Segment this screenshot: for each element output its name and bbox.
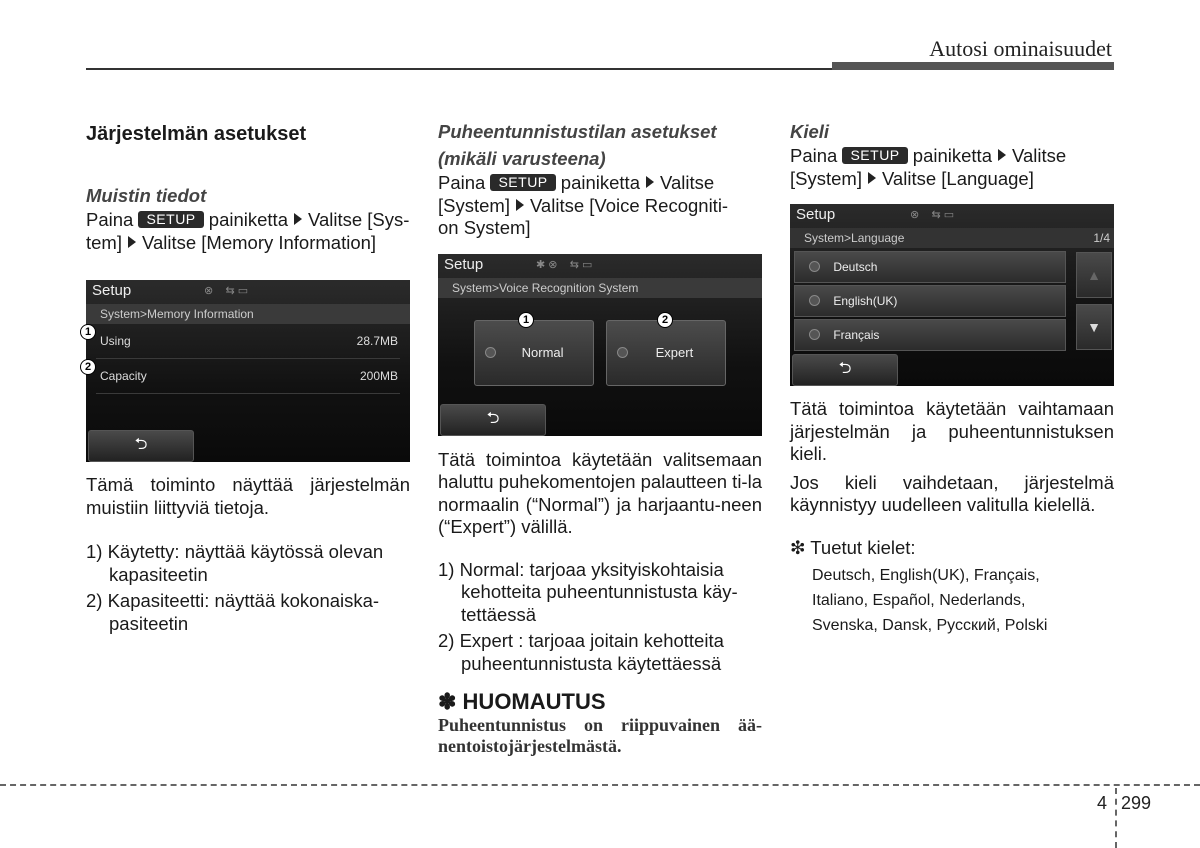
note-body: Puheentunnistus on riippuvainen ää-nentoistojärjestelmästä. [438, 715, 762, 756]
memory-row-capacity: Capacity 200MB [96, 359, 400, 394]
header-rule [86, 68, 832, 70]
subheading-voice: Puheentunnistustilan asetukset [438, 121, 717, 142]
footer-divider [1115, 788, 1117, 848]
option-normal-button[interactable]: Normal [474, 320, 594, 386]
callout-2: 2 [80, 359, 96, 375]
memory-row-using: Using 28.7MB [96, 324, 400, 359]
screen-path: System>Memory Information [86, 304, 410, 324]
subheading-language: Kieli [790, 121, 830, 142]
setup-button-icon: SETUP [842, 147, 907, 164]
status-icons: ⊗ ⇆ ▭ [910, 209, 955, 221]
arrow-right-icon [868, 172, 876, 184]
column-voice-recognition [438, 118, 762, 757]
back-button[interactable]: ⮌ [792, 354, 898, 386]
instruction-voice: Paina SETUP painiketta Valitse [System] Valitse [Voice Recogniti- on System] [438, 172, 729, 238]
header-rule-thick [832, 62, 1114, 70]
subheading-memory: Muistin tiedot [86, 185, 207, 206]
supported-languages-line: Deutsch, English(UK), Français, [812, 567, 1040, 584]
back-button[interactable]: ⮌ [88, 430, 194, 462]
status-icons: ✱ ⊗ ⇆ ▭ [536, 258, 593, 271]
footer-rule [0, 784, 1200, 786]
screenshot-memory-info [86, 280, 410, 462]
subheading-voice-optional: (mikäli varusteena) [438, 148, 606, 169]
list-item: 1) Normal: tarjoaa yksityiskohtaisia kehotteita puheentunnistusta käy-tettäessä [438, 558, 738, 625]
arrow-right-icon [646, 176, 654, 188]
screen-title: Setup [92, 282, 132, 299]
description-language: Tätä toimintoa käytetään vaihtamaan järjestelmän ja puheentunnistuksen kieli. [790, 398, 1114, 464]
callout-2: 2 [657, 312, 673, 328]
radio-icon [617, 347, 628, 358]
screen-path: System>Language 1/4 [790, 228, 1114, 248]
callout-1: 1 [518, 312, 534, 328]
chapter-number: 4 [1097, 793, 1108, 813]
supported-languages-line: Svenska, Dansk, Русский, Polski [812, 617, 1048, 634]
section-heading: Järjestelmän asetukset [86, 123, 307, 145]
page-number: 299 [1121, 793, 1152, 813]
screen-title: Setup [444, 255, 484, 273]
status-icons: ⊗ ⇆ ▭ [204, 285, 249, 297]
callout-1: 1 [80, 324, 96, 340]
page-indicator: 1/4 [1093, 231, 1110, 245]
description-memory: Tämä toiminto näyttää järjestelmän muistiin liittyviä tietoja. [86, 474, 410, 518]
column-memory-info [86, 118, 410, 639]
instruction-memory: Paina SETUP painiketta Valitse [Sys- tem] Valitse [Memory Information] [86, 209, 410, 253]
list-item: 1) Käytetty: näyttää käytössä olevan kapasiteetin [86, 541, 384, 585]
arrow-right-icon [128, 236, 136, 248]
list-item: 2) Expert : tarjoaa joitain kehotteita puheentunnistusta käytettäessä [438, 630, 724, 674]
arrow-right-icon [516, 199, 524, 211]
scroll-up-button[interactable]: ▲ [1076, 252, 1112, 298]
language-option-francais[interactable]: Français [794, 319, 1066, 351]
screen-title: Setup [796, 206, 836, 223]
list-item: 2) Kapasiteetti: näyttää kokonaiska-pasiteetin [86, 590, 380, 634]
screen-path: System>Voice Recognition System [438, 278, 762, 298]
voice-item-list [438, 559, 762, 676]
description-language-restart: Jos kieli vaihdetaan, järjestelmä käynnistyy uudelleen valitulla kielellä. [790, 471, 1114, 515]
setup-button-icon: SETUP [490, 174, 555, 191]
arrow-right-icon [998, 149, 1006, 161]
back-button[interactable]: ⮌ [440, 404, 546, 436]
header-title: Autosi ominaisuudet [929, 36, 1112, 61]
language-option-deutsch[interactable]: Deutsch [794, 251, 1066, 283]
radio-icon [809, 261, 820, 272]
screenshot-language [790, 204, 1114, 386]
radio-icon [809, 295, 820, 306]
memory-item-list [86, 541, 410, 635]
supported-languages-line: Italiano, Español, Nederlands, [812, 592, 1026, 609]
screenshot-voice-recognition [438, 254, 762, 436]
radio-icon [809, 329, 820, 340]
setup-button-icon: SETUP [138, 211, 203, 228]
language-option-english[interactable]: English(UK) [794, 285, 1066, 317]
radio-icon [485, 347, 496, 358]
option-expert-button[interactable]: Expert [606, 320, 726, 386]
note-title: ✽ HUOMAUTUS [438, 689, 606, 714]
instruction-language: Paina SETUP painiketta Valitse [System] Valitse [Language] [790, 145, 1067, 189]
column-language [790, 118, 1114, 638]
arrow-right-icon [294, 213, 302, 225]
scroll-down-button[interactable]: ▼ [1076, 304, 1112, 350]
description-voice: Tätä toimintoa käytetään valitsemaan haluttu puhekomentojen palautteen ti-la normaalin (“Normal”) ja harjaantu-neen (“Expert”) välillä. [438, 448, 762, 537]
supported-languages-title: ❇ Tuetut kielet: [790, 536, 916, 558]
